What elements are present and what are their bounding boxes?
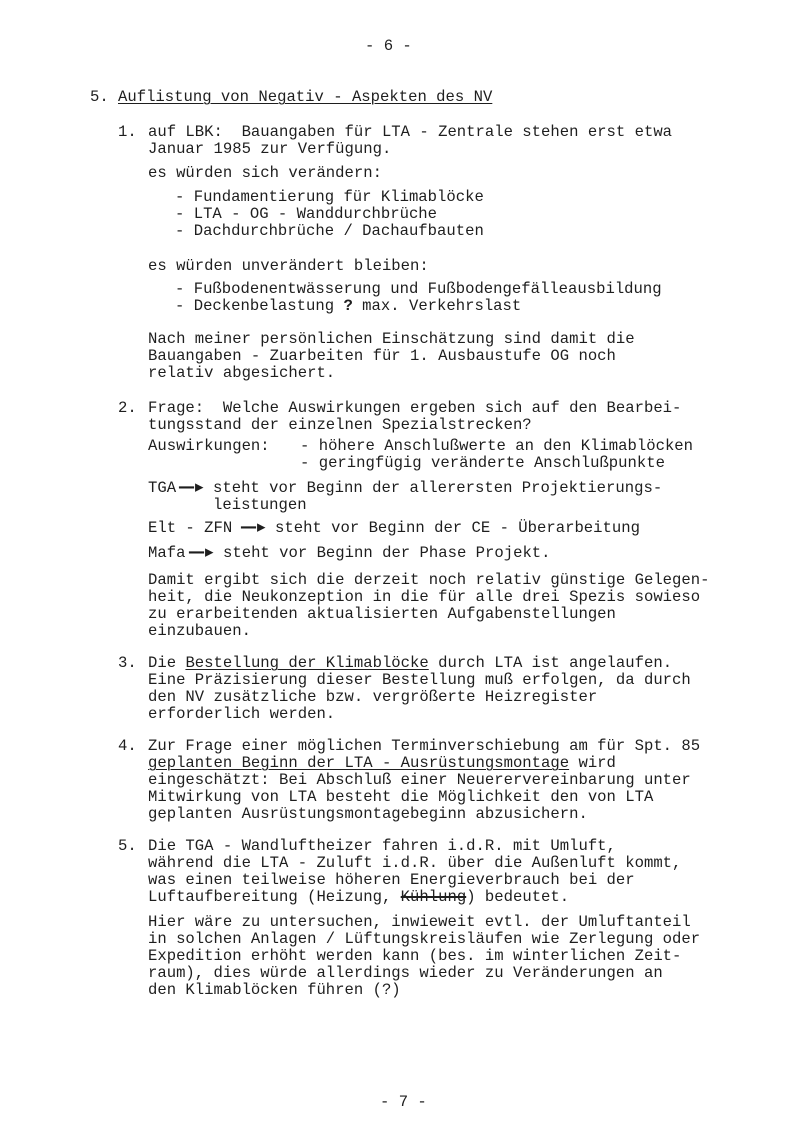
item-1-paragraph: Nach meiner persönlichen Einschätzung sind damit die [148,330,635,348]
item-1-line: Januar 1985 zur Verfügung. [148,140,392,158]
item-1-bullet: - Fußbodenentwässerung und Fußbodengefälleausbildung [175,280,662,298]
item-1-line: es würden sich verändern: [148,164,382,182]
item-4-text: wird [569,754,616,772]
item-3-line [148,655,672,672]
elt-label: Elt - ZFN [148,519,233,537]
section-number: 5. [90,88,109,106]
item-4-line [148,755,616,772]
item-5-line: während die LTA - Zuluft i.d.R. über die Außenluft kommt, [148,854,682,872]
item-1-bullet-text: - Deckenbelastung [175,297,344,315]
item-3-underlined: Bestellung der Klimablöcke [185,654,429,672]
item-3-text: durch LTA ist angelaufen. [428,654,673,672]
tga-text: steht vor Beginn der allerersten Projektierungs- [213,479,663,497]
mafa-label: Mafa [148,544,186,562]
item-5-paragraph: Hier wäre zu untersuchen, inwieweit evtl. der Umluftanteil [148,913,691,931]
item-5-text: ) bedeutet. [466,888,570,906]
item-5-line: Die TGA - Wandluftheizer fahren i.d.R. mit Umluft, [148,837,616,855]
elt-text: steht vor Beginn der CE - Überarbeitung [275,519,640,537]
item-2-number: 2. [118,399,137,417]
item-4-line: Zur Frage einer möglichen Terminverschiebung am für Spt. 85 [148,737,701,755]
mafa-text: steht vor Beginn der Phase Projekt. [223,544,551,562]
item-5-line: was einen teilweise höheren Energieverbrauch bei der [148,871,635,889]
page-number-footer: - 7 - [380,1093,427,1111]
item-3-number: 3. [118,654,137,672]
item-5-number: 5. [118,837,137,855]
item-2-line: Auswirkungen: [148,437,270,455]
item-3-line: Eine Präzisierung dieser Bestellung muß erfolgen, da durch [148,671,691,689]
page-number-header: - 6 - [365,37,412,55]
item-5-text: Luftaufbereitung (Heizung, [148,888,401,906]
item-1-bullet [175,298,521,315]
item-5-line [148,889,569,906]
item-3-line: den NV zusätzliche bzw. vergrößerte Heizregister [148,688,598,706]
item-1-bullet: - Fundamentierung für Klimablöcke [175,188,484,206]
item-1-bullet-text: max. Verkehrslast [352,297,522,315]
item-2-paragraph: zu erarbeitenden aktualisierten Aufgabenstellungen [148,605,616,623]
item-5-paragraph: raum), dies würde allerdings wieder zu Veränderungen an [148,964,663,982]
item-1-bullet: - LTA - OG - Wanddurchbrüche [175,205,438,223]
item-3-line: erforderlich werden. [148,705,336,723]
item-2-line: - geringfügig veränderte Anschlußpunkte [300,454,665,472]
item-2-line: - höhere Anschlußwerte an den Klimablöcken [300,437,694,455]
item-1-paragraph: Bauangaben - Zuarbeiten für 1. Ausbaustufe OG noch [148,347,616,365]
item-1-bullet: - Dachdurchbrüche / Dachaufbauten [175,222,484,240]
item-4-number: 4. [118,737,137,755]
item-2-paragraph: heit, die Neukonzeption in die für alle drei Spezis sowieso [148,588,701,606]
item-4-line: geplanten Ausrüstungsmontagebeginn abzusichern. [148,805,588,823]
item-2-line: Frage: Welche Auswirkungen ergeben sich auf den Bearbei- [148,399,682,417]
arrow-right-icon: —▸ [188,542,214,562]
item-4-line: Mitwirkung von LTA besteht die Möglichkeit den von LTA [148,788,654,806]
item-4-line: eingeschätzt: Bei Abschluß einer Neuerervereinbarung unter [148,771,691,789]
tga-label: TGA [148,479,177,497]
item-1-line: es würden unverändert bleiben: [148,257,429,275]
item-5-paragraph: in solchen Anlagen / Lüftungskreisläufen wie Zerlegung oder [148,930,701,948]
item-5-paragraph: den Klimablöcken führen (?) [148,981,401,999]
item-4-underlined: geplanten Beginn der LTA - Ausrüstungsmontage [148,754,570,772]
item-3-text: Die [148,654,186,672]
item-2-paragraph: Damit ergibt sich die derzeit noch relativ günstige Gelegen- [148,571,710,589]
item-2-line: tungsstand der einzelnen Spezialstrecken? [148,416,532,434]
tga-text: leistungen [213,496,307,514]
item-2-paragraph: einzubauen. [148,622,251,640]
item-1-paragraph: relativ abgesichert. [148,364,336,382]
item-5-paragraph: Expedition erhöht werden kann (bes. im winterlichen Zeit- [148,947,682,965]
arrow-right-icon: —▸ [178,477,204,497]
arrow-right-icon: —▸ [240,517,266,537]
comparison-symbol: ? [343,297,353,315]
item-5-struck: Kühlung [400,888,467,906]
item-1-line: auf LBK: Bauangaben für LTA - Zentrale stehen erst etwa [148,123,673,141]
item-1-number: 1. [118,123,137,141]
section-title: Auflistung von Negativ - Aspekten des NV [118,88,493,106]
